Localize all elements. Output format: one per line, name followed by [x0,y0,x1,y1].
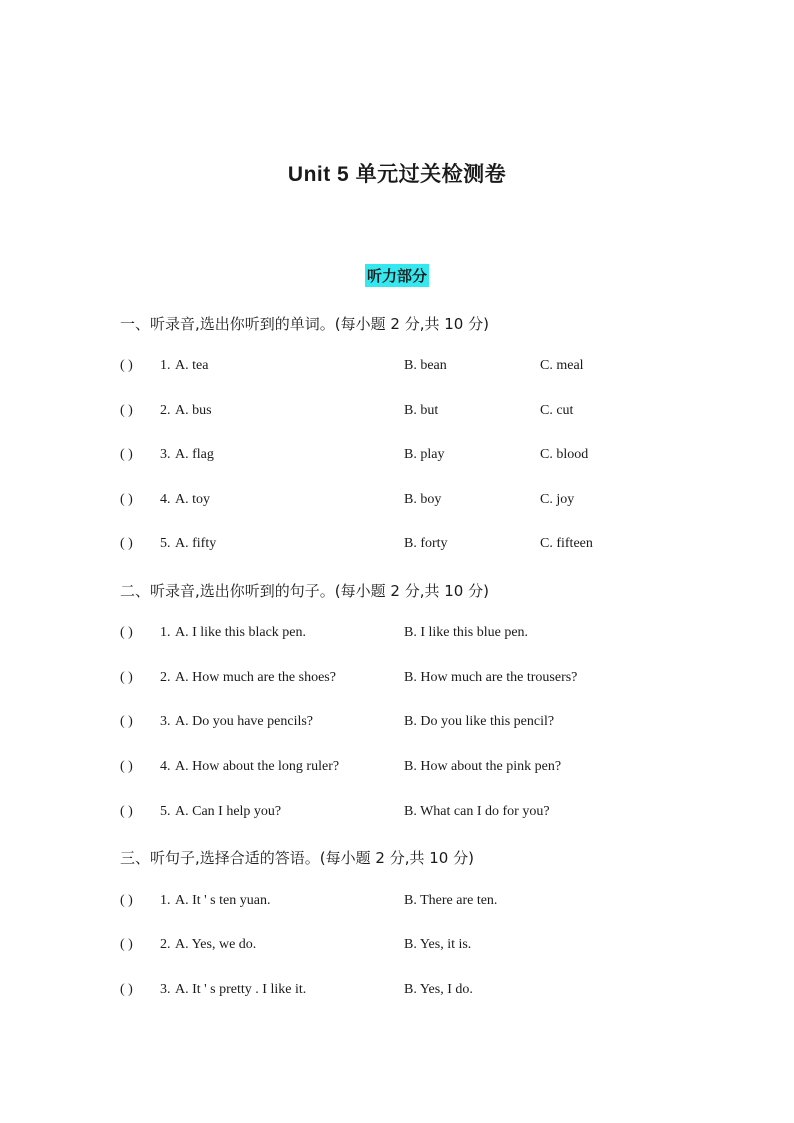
option-a: A. Can I help you? [175,804,282,819]
question-number: 2. [160,403,171,418]
option-c: C. joy [540,492,575,507]
answer-blank[interactable]: ( ) [120,403,133,418]
listening-part-label-text: 听力部分 [365,264,429,287]
answer-blank[interactable]: ( ) [120,358,133,373]
answer-blank[interactable]: ( ) [120,759,133,774]
option-a: A. Yes, we do. [175,937,257,952]
answer-blank[interactable]: ( ) [120,804,133,819]
section-2-heading: 二、听录音,选出你听到的句子。(每小题 2 分,共 10 分) [120,582,489,600]
s1-question-3 [120,447,680,467]
option-c: C. cut [540,403,574,418]
answer-blank[interactable]: ( ) [120,714,133,729]
s1-question-1 [120,358,680,378]
answer-blank[interactable]: ( ) [120,893,133,908]
question-number: 3. [160,447,171,462]
option-a: A. toy [175,492,210,507]
option-b: B. How about the pink pen? [404,759,562,774]
listening-part-label [0,264,794,287]
option-a: A. Do you have pencils? [175,714,314,729]
s3-question-3 [120,982,680,1002]
option-c: C. meal [540,358,584,373]
option-b: B. How much are the trousers? [404,670,578,685]
answer-blank[interactable]: ( ) [120,937,133,952]
page-title: Unit 5 单元过关检测卷 [287,163,507,186]
option-b: B. Do you like this pencil? [404,714,555,729]
option-b: B. boy [404,492,442,507]
question-number: 1. [160,358,171,373]
answer-blank[interactable]: ( ) [120,670,133,685]
section-3-heading: 三、听句子,选择合适的答语。(每小题 2 分,共 10 分) [120,849,474,867]
option-a: A. fifty [175,536,217,551]
option-b: B. but [404,403,439,418]
answer-blank[interactable]: ( ) [120,625,133,640]
option-a: A. I like this black pen. [175,625,307,640]
option-b: B. forty [404,536,448,551]
option-c: C. blood [540,447,589,462]
s1-question-5 [120,536,680,556]
option-a: A. flag [175,447,214,462]
s2-question-5 [120,804,680,824]
option-a: A. It ' s ten yuan. [175,893,271,908]
question-number: 2. [160,937,171,952]
question-number: 4. [160,492,171,507]
s2-question-4 [120,759,680,779]
option-a: A. How much are the shoes? [175,670,336,685]
answer-blank[interactable]: ( ) [120,492,133,507]
s3-question-2 [120,937,680,957]
s2-question-1 [120,625,680,645]
question-number: 5. [160,536,171,551]
option-a: A. How about the long ruler? [175,759,340,774]
answer-blank[interactable]: ( ) [120,447,133,462]
question-number: 1. [160,893,171,908]
question-number: 2. [160,670,171,685]
option-b: B. I like this blue pen. [404,625,529,640]
option-b: B. What can I do for you? [404,804,550,819]
s2-question-3 [120,714,680,734]
question-number: 1. [160,625,171,640]
answer-blank[interactable]: ( ) [120,982,133,997]
option-b: B. Yes, I do. [404,982,473,997]
s2-question-2 [120,670,680,690]
option-a: A. It ' s pretty . I like it. [175,982,307,997]
option-c: C. fifteen [540,536,593,551]
option-b: B. Yes, it is. [404,937,472,952]
section-1-heading: 一、听录音,选出你听到的单词。(每小题 2 分,共 10 分) [120,315,489,333]
question-number: 5. [160,804,171,819]
option-a: A. bus [175,403,212,418]
s3-question-1 [120,893,680,913]
question-number: 4. [160,759,171,774]
option-b: B. play [404,447,445,462]
option-a: A. tea [175,358,209,373]
question-number: 3. [160,982,171,997]
option-b: B. There are ten. [404,893,498,908]
option-b: B. bean [404,358,447,373]
answer-blank[interactable]: ( ) [120,536,133,551]
s1-question-2 [120,403,680,423]
question-number: 3. [160,714,171,729]
s1-question-4 [120,492,680,512]
